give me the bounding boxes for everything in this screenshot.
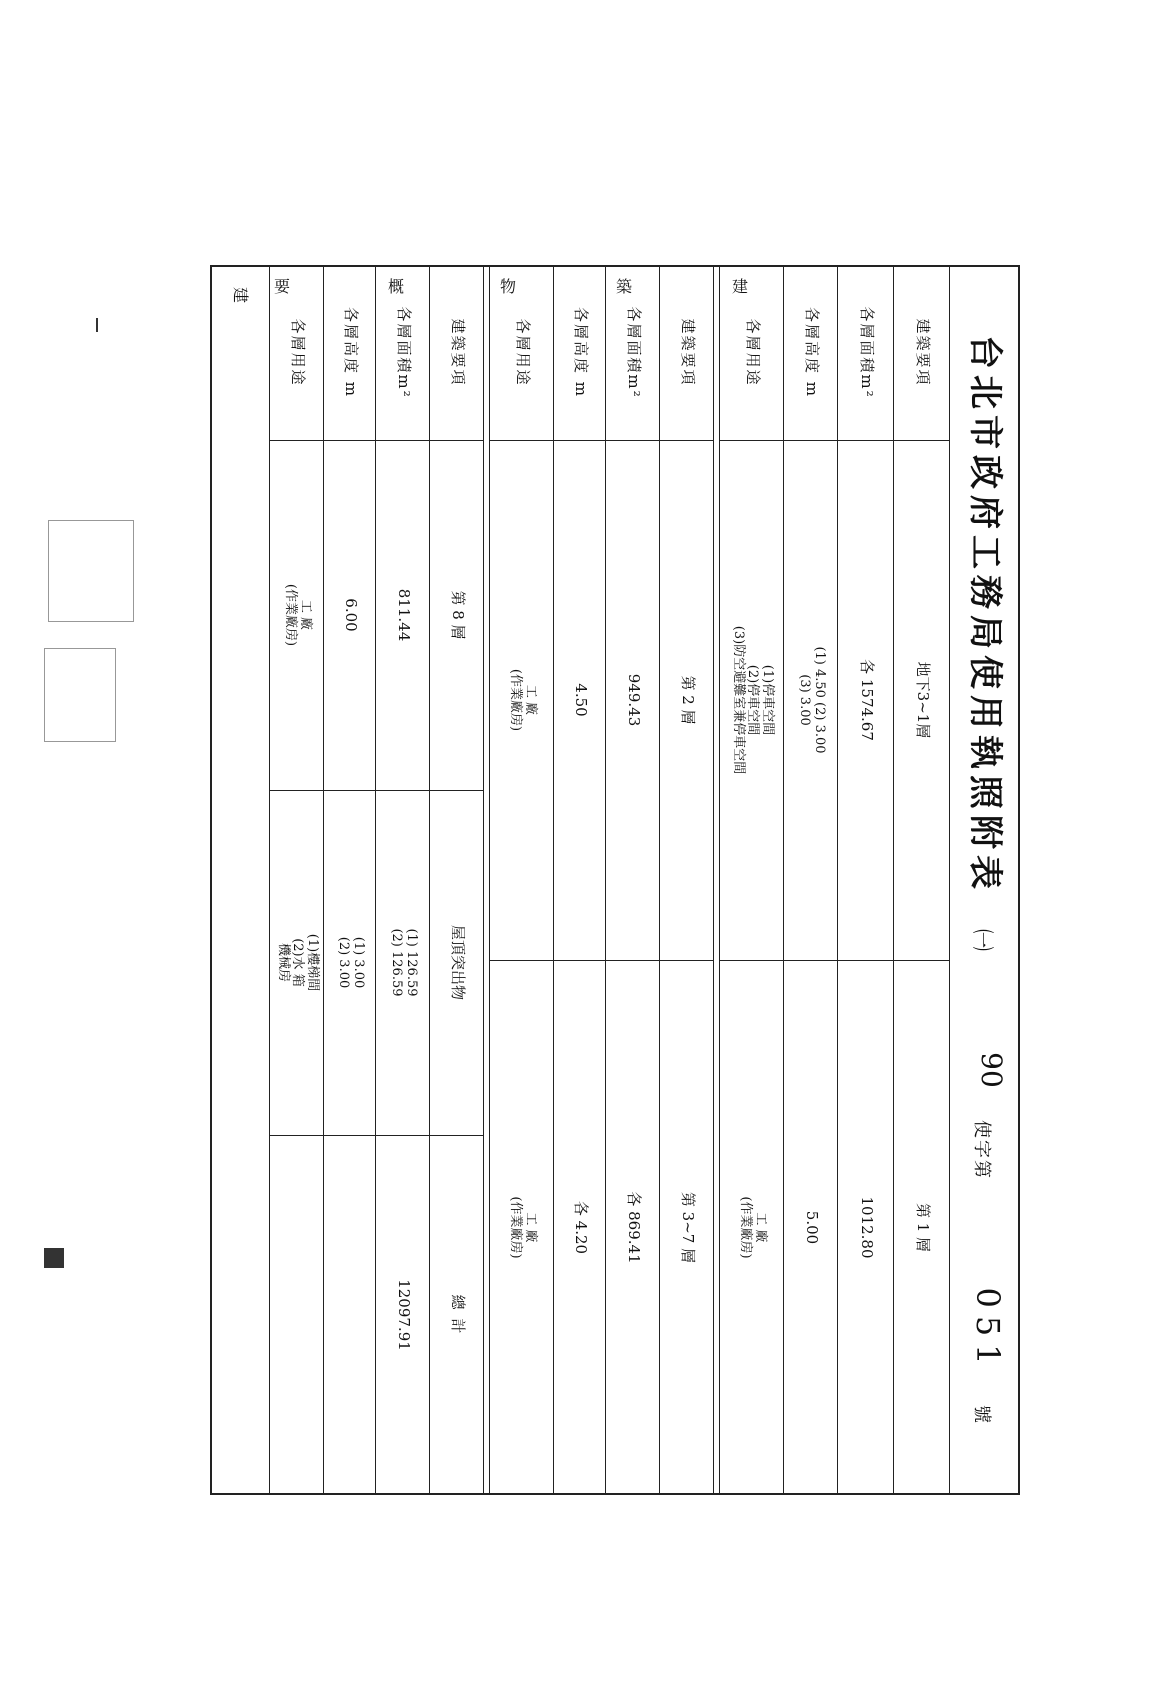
s1-c1-use: (1)停車空間 (2)停車空間 (3)防空避難室兼停車空間 (730, 625, 776, 775)
permit-attachment-table (160, 265, 1020, 1585)
sheet-number: ㈠ (968, 928, 994, 951)
s3-c2-item: 屋頂突出物 (448, 924, 467, 1000)
license-suffix: 號 (971, 1405, 993, 1425)
s1-c2-item: 第 1 層 (913, 1202, 932, 1253)
s3-c1-item: 第 8 層 (448, 590, 467, 640)
s1-header-height: 各層高度 m (802, 307, 821, 398)
s3-header-area: 各層面積m² (394, 306, 413, 399)
s1-c1-area: 各 1574.67 (857, 659, 876, 741)
s3-c3-use (270, 1135, 324, 1495)
s3-c3-area: 12097.91 (394, 1279, 413, 1351)
s2-c1-area: 949.43 (624, 673, 643, 727)
side-label-jian: 建 (231, 286, 251, 303)
s1-header-item: 建築要項 (913, 318, 932, 387)
s3-c1-height: 6.00 (341, 598, 360, 632)
license-number: 051 (969, 1287, 1008, 1373)
s2-c2-use: 工 廠 (作業廠房) (508, 1196, 538, 1259)
s3-c3-height (324, 1135, 376, 1495)
s2-header-height: 各層高度 m (571, 307, 590, 398)
side-char-yao: 要 (273, 276, 290, 296)
side-char-gai: 概 (387, 276, 404, 296)
s3-c2-area: (1) 126.59 (2) 126.59 (389, 928, 419, 997)
s2-header-use: 各層用途 (513, 318, 532, 387)
s1-c2-use: 工 廠 (作業廠房) (738, 1196, 768, 1259)
license-prefix: 90 (975, 1052, 1009, 1088)
margin-tick (96, 318, 98, 332)
s3-c1-area: 811.44 (394, 588, 413, 642)
s1-c1-height: (1) 4.50 (2) 3.00 (3) 3.00 (797, 646, 827, 754)
seal-stamp (48, 520, 134, 622)
license-mid-label: 使字第 (971, 1120, 993, 1180)
s3-header-height: 各層高度 m (341, 307, 360, 398)
s1-header-area: 各層面積m² (857, 306, 876, 399)
s1-c2-area: 1012.80 (857, 1196, 876, 1259)
s3-c3-item: 總 計 (448, 1294, 467, 1336)
s3-header-use: 各層用途 (288, 318, 307, 387)
s2-c1-use: 工 廠 (作業廠房) (508, 668, 538, 732)
side-char-jian: 建 (731, 276, 748, 296)
side-char-wu: 物 (499, 276, 516, 296)
s2-header-item: 建築要項 (678, 318, 697, 387)
s1-c2-height: 5.00 (802, 1210, 821, 1245)
s3-c2-use: (1)樓梯間 (2)水 箱 機械房 (275, 933, 321, 992)
s3-c1-use: 工 廠 (作業廠房) (283, 583, 313, 647)
s2-c2-height: 各 4.20 (571, 1200, 590, 1255)
s1-c1-item: 地下3~1層 (913, 661, 932, 739)
s2-header-area: 各層面積m² (624, 306, 643, 399)
s2-c2-area: 各 869.41 (624, 1191, 643, 1264)
s2-c1-item: 第 2 層 (678, 675, 697, 725)
s1-header-use: 各層用途 (743, 318, 762, 387)
seal-stamp-secondary (44, 648, 116, 742)
document-title: 台北市政府工務局使用執照附表 (964, 335, 1005, 895)
s2-c1-height: 4.50 (571, 683, 590, 717)
side-char-zhu: 築 (615, 276, 632, 296)
s2-c2-item: 第 3~7 層 (678, 1191, 697, 1264)
s3-c2-height: (1) 3.00 (2) 3.00 (336, 936, 366, 989)
s3-header-item: 建築要項 (448, 318, 467, 387)
binding-mark (44, 1248, 64, 1268)
